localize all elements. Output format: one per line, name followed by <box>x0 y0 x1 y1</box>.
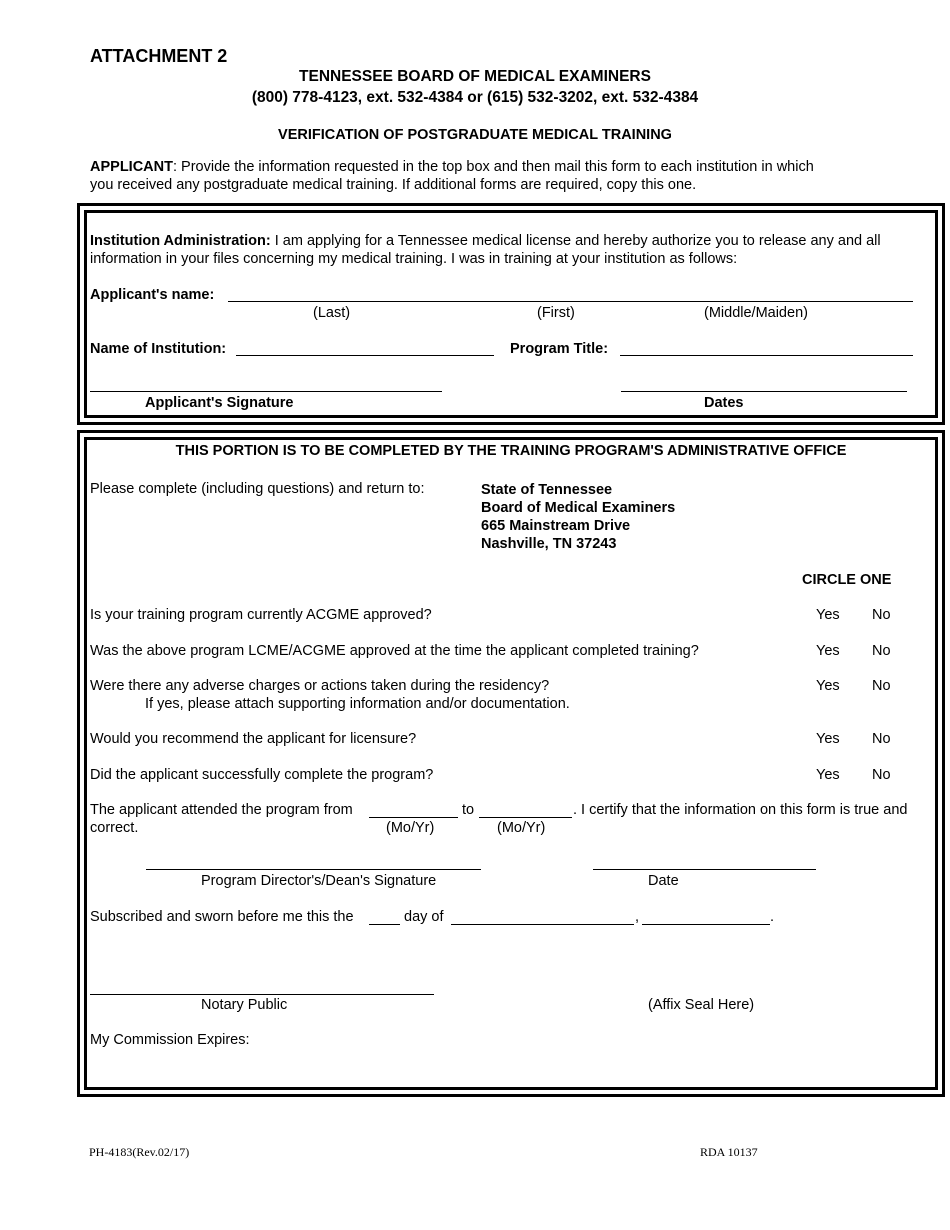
applicant-signature-line[interactable] <box>90 391 442 392</box>
question-3: Were there any adverse charges or actions taken during the residency? <box>90 678 550 694</box>
applicant-name-label: Applicant's name: <box>90 287 215 303</box>
attended-from-field[interactable] <box>369 817 458 818</box>
director-signature-label: Program Director's/Dean's Signature <box>201 873 437 889</box>
question-2-yes[interactable]: Yes <box>816 643 840 659</box>
sworn-comma: , <box>635 909 640 925</box>
question-4-no[interactable]: No <box>872 731 891 747</box>
attended-from-text: The applicant attended the program from <box>90 802 353 818</box>
sworn-year-field[interactable] <box>642 924 770 925</box>
commission-label: My Commission Expires: <box>90 1032 250 1048</box>
first-name-caption: (First) <box>537 305 575 321</box>
sworn-day-field[interactable] <box>369 924 400 925</box>
notary-signature-line[interactable] <box>90 994 434 995</box>
auth-line-2: information in your files concerning my medical training. I was in training at your institution as follows: <box>90 251 738 267</box>
intro-line-2: you received any postgraduate medical training. If additional forms are required, copy this one. <box>90 177 697 193</box>
question-5-no[interactable]: No <box>872 767 891 783</box>
board-phone: (800) 778-4123, ext. 532-4384 or (615) 532-3202, ext. 532-4384 <box>251 89 699 106</box>
institution-field[interactable] <box>236 355 494 356</box>
question-1-no[interactable]: No <box>872 607 891 623</box>
director-date-line[interactable] <box>593 869 816 870</box>
board-name: TENNESSEE BOARD OF MEDICAL EXAMINERS <box>299 68 651 85</box>
address-line-3: 665 Mainstream Drive <box>481 518 631 534</box>
question-3-no[interactable]: No <box>872 678 891 694</box>
question-4-yes[interactable]: Yes <box>816 731 840 747</box>
sworn-day-of-text: day of <box>404 909 444 925</box>
question-3-note: If yes, please attach supporting information and/or documentation. <box>145 696 570 712</box>
auth-text-1: I am applying for a Tennessee medical license and hereby authorize you to release any and all <box>270 233 881 249</box>
form-id: PH-4183(Rev.02/17) <box>89 1145 190 1159</box>
admin-heading: THIS PORTION IS TO BE COMPLETED BY THE TRAINING PROGRAM'S ADMINISTRATIVE OFFICE <box>175 443 847 459</box>
question-5: Did the applicant successfully complete the program? <box>90 767 434 783</box>
attended-to-text: to <box>462 802 475 818</box>
address-line-1: State of Tennessee <box>481 482 613 498</box>
question-1-yes[interactable]: Yes <box>816 607 840 623</box>
sworn-month-field[interactable] <box>451 924 634 925</box>
notary-label: Notary Public <box>201 997 288 1013</box>
question-4: Would you recommend the applicant for licensure? <box>90 731 417 747</box>
question-2: Was the above program LCME/ACGME approved at the time the applicant completed training? <box>90 643 699 659</box>
attended-to-field[interactable] <box>479 817 572 818</box>
sworn-text: Subscribed and sworn before me this the <box>90 909 354 925</box>
question-1: Is your training program currently ACGME approved? <box>90 607 432 623</box>
return-address <box>481 481 675 553</box>
applicant-name-field[interactable] <box>228 301 913 302</box>
to-moyr-caption: (Mo/Yr) <box>497 820 546 836</box>
program-title-field[interactable] <box>620 355 913 356</box>
address-line-2: Board of Medical Examiners <box>481 500 676 516</box>
certify-text: . I certify that the information on this form is true and <box>573 802 908 818</box>
address-line-4: Nashville, TN 37243 <box>481 536 617 552</box>
institution-label: Name of Institution: <box>90 341 227 357</box>
middle-name-caption: (Middle/Maiden) <box>704 305 808 321</box>
question-3-yes[interactable]: Yes <box>816 678 840 694</box>
director-date-label: Date <box>648 873 679 889</box>
intro-text-1: : Provide the information requested in the top box and then mail this form to each institution in which <box>172 159 814 175</box>
dates-line[interactable] <box>621 391 907 392</box>
applicant-label: APPLICANT <box>90 159 173 175</box>
seal-label: (Affix Seal Here) <box>648 997 755 1013</box>
question-5-yes[interactable]: Yes <box>816 767 840 783</box>
intro-line-1 <box>90 159 814 175</box>
form-title: VERIFICATION OF POSTGRADUATE MEDICAL TRAINING <box>278 127 672 143</box>
circle-one-label: CIRCLE ONE <box>802 572 892 588</box>
last-name-caption: (Last) <box>313 305 351 321</box>
return-text: Please complete (including questions) and return to: <box>90 481 425 497</box>
sworn-period: . <box>770 909 775 925</box>
rda-number: RDA 10137 <box>700 1145 758 1159</box>
director-signature-line[interactable] <box>146 869 481 870</box>
program-title-label: Program Title: <box>510 341 609 357</box>
correct-text: correct. <box>90 820 139 836</box>
question-2-no[interactable]: No <box>872 643 891 659</box>
from-moyr-caption: (Mo/Yr) <box>386 820 435 836</box>
dates-label: Dates <box>704 395 744 411</box>
attachment-label: ATTACHMENT 2 <box>90 46 228 66</box>
auth-line-1 <box>90 233 881 249</box>
applicant-signature-label: Applicant's Signature <box>145 395 294 411</box>
auth-label: Institution Administration: <box>90 233 271 249</box>
